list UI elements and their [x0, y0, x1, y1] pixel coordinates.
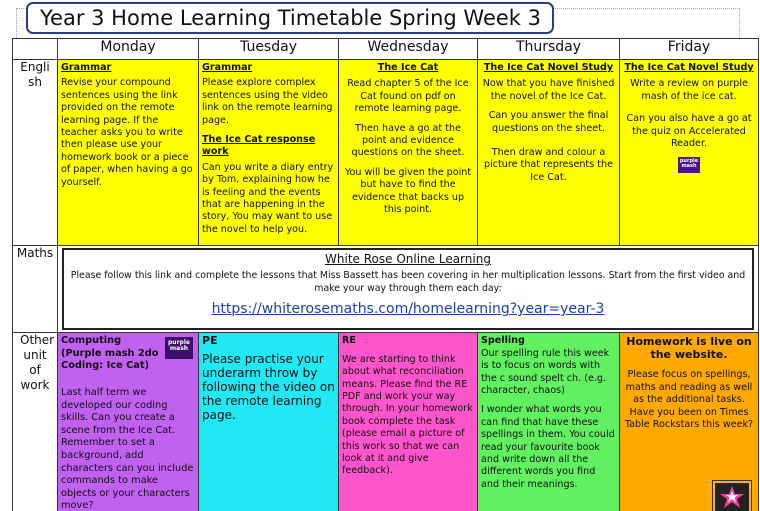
other-tuesday-text: Please practise your underarm throw by following the video on the remote learning page. [202, 351, 335, 422]
other-friday [620, 333, 759, 511]
english-tuesday [199, 60, 339, 246]
day-friday: Friday [620, 39, 759, 60]
subject-other: Other unit of work [13, 333, 58, 511]
english-thursday-heading: The Ice Cat Novel Study [483, 62, 614, 73]
maths-cell [58, 246, 759, 333]
english-thursday [478, 60, 620, 246]
times-table-rockstars-logo-icon [712, 480, 752, 511]
english-tuesday-text: Please explore complex sentences using the video link on the remote learning page. [202, 77, 333, 126]
english-wednesday-text2: Then have a go at the point and evidence questions on the sheet. [351, 122, 465, 159]
day-wednesday: Wednesday [339, 39, 478, 60]
day-thursday: Thursday [478, 39, 620, 60]
english-tuesday-heading: Grammar [202, 62, 253, 73]
purple-mash-logo-icon: purple mash [165, 337, 193, 359]
other-row [13, 333, 759, 511]
white-rose-link[interactable]: https://whiterosemaths.com/homelearning?year=year-3 [211, 301, 605, 318]
other-monday-heading: Computing (Purple mash 2do Coding: Ice Cat) [61, 335, 159, 372]
other-friday-text: Please focus on spellings, maths and reading as well as the additional tasks. Have you been on Times Table Rockstars this week? [624, 369, 754, 430]
other-wednesday [339, 333, 478, 511]
other-wednesday-text: We are starting to think about what reconciliation means. Please find the RE PDF and work your way through. In your homework book complete the task (please email a picture of this work so that we can look at it and give feedback). [342, 353, 473, 477]
english-friday [620, 60, 759, 246]
day-header-row [13, 39, 759, 60]
page-title: Year 3 Home Learning Timetable Spring Week 3 [26, 2, 554, 34]
timetable [12, 38, 759, 511]
other-friday-heading: Homework is live on the website. [626, 335, 752, 362]
english-friday-heading: The Ice Cat Novel Study [624, 62, 754, 73]
maths-text: Please follow this link and complete the lessons that Miss Bassett has been covering in her multiplication lessons. Start from the first video and make your way through them each day: [70, 270, 746, 295]
english-friday-text: Write a review on purple mash of the ice cat. [630, 78, 748, 102]
english-tuesday-text2: Can you write a diary entry by Tom, explaining how he is feeling and the events that are happening in the story, You may want to use the novel to help you. [202, 161, 334, 235]
day-monday: Monday [58, 39, 199, 60]
other-thursday-text2: I wonder what words you can find that have these spellings in them. You could read your favourite book and write down all the different words you find and their meanings. [481, 404, 615, 490]
other-tuesday [199, 333, 339, 511]
english-wednesday-text: Read chapter 5 of the Ice Cat found on pdf on remote learning page. [347, 78, 469, 115]
english-thursday-text3: Then draw and colour a picture that represents the Ice Cat. [484, 147, 613, 183]
maths-box [62, 248, 754, 330]
english-wednesday [339, 60, 478, 246]
corner-cell [13, 39, 58, 60]
english-monday-text: Revise your compound sentences using the link provided on the remote learning page. If the teacher asks you to write then please use your homework book or a piece of paper, when having a go yourself. [61, 77, 193, 188]
english-monday-heading: Grammar [61, 62, 112, 73]
english-friday-text2: Can you also have a go at the quiz on Accelerated Reader. [626, 113, 752, 150]
other-thursday-heading: Spelling [481, 335, 525, 347]
other-wednesday-heading: RE [342, 335, 356, 347]
english-tuesday-heading2: The Ice Cat response work [202, 134, 316, 158]
other-monday-text: Last half term we developed our coding skills. Can you create a scene from the Ice Cat. Remember to set a background, add characters can you include commands to make objects or your characters move? [61, 387, 194, 511]
other-monday [58, 333, 199, 511]
other-tuesday-heading: PE [202, 334, 218, 348]
day-tuesday: Tuesday [199, 39, 339, 60]
subject-english: English [13, 60, 58, 246]
english-row [13, 60, 759, 246]
subject-maths: Maths [13, 246, 58, 333]
other-thursday-text: Our spelling rule this week is to focus on words with the c sound spelt ch. (e.g. character, chaos) [481, 347, 610, 396]
maths-title: White Rose Online Learning [325, 252, 491, 267]
purple-mash-logo-icon: purple mash [678, 157, 700, 173]
other-thursday [478, 333, 620, 511]
english-thursday-text: Now that you have finished the novel of the Ice Cat. [482, 78, 615, 102]
english-thursday-text2: Can you answer the final questions on the sheet. [488, 110, 609, 134]
english-wednesday-heading: The Ice Cat [377, 62, 439, 73]
maths-row [13, 246, 759, 333]
english-monday [58, 60, 199, 246]
english-wednesday-text3: You will be given the point but have to find the evidence that backs up this point. [344, 166, 472, 216]
